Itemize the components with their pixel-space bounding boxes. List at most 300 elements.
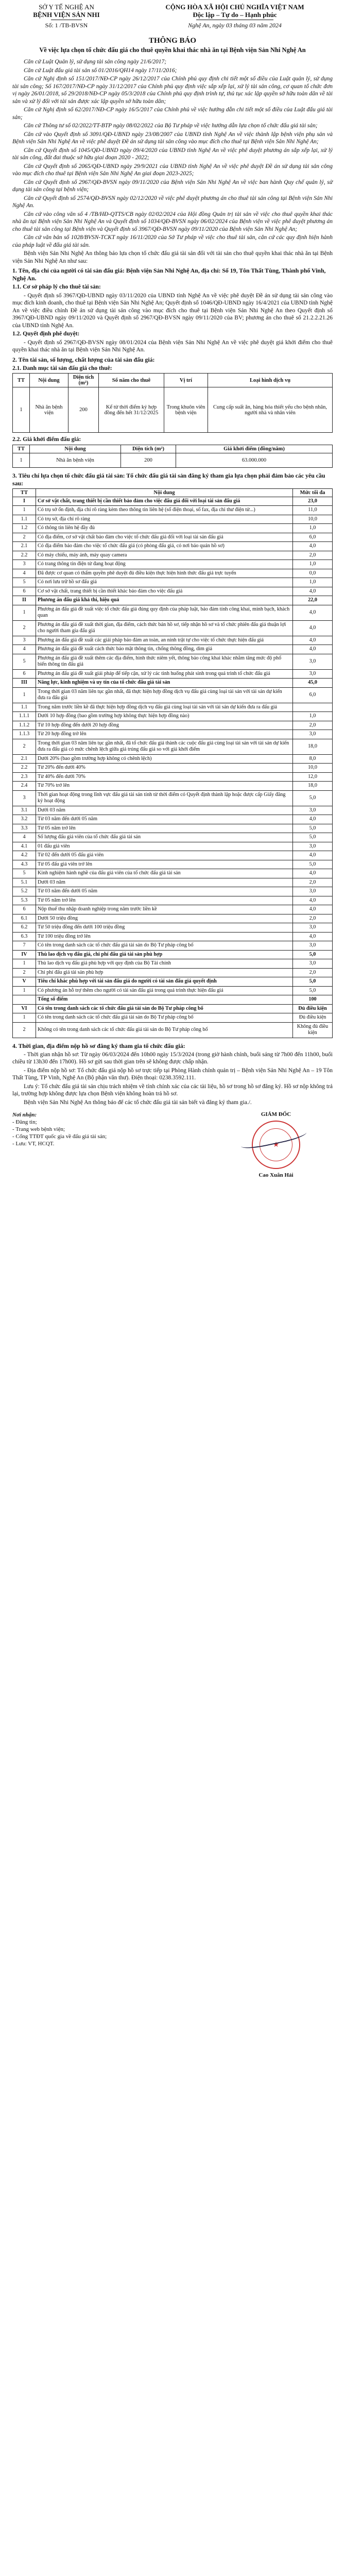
criteria-cell-score: 4,0 bbox=[293, 605, 333, 620]
criteria-cell-text: Đã được cơ quan có thẩm quyền phê duyệt đủ điều kiện thực hiện hình thức đấu giá trực tuyến bbox=[36, 569, 293, 578]
criteria-cell-tt: 6.1 bbox=[13, 914, 36, 923]
criteria-row bbox=[13, 1004, 333, 1013]
national-motto-block bbox=[137, 3, 333, 29]
criteria-row bbox=[13, 833, 333, 842]
criteria-table-body bbox=[13, 497, 333, 1038]
criteria-cell-tt: 1 bbox=[13, 506, 36, 515]
criteria-row bbox=[13, 533, 333, 542]
criteria-cell-tt: 2 bbox=[13, 620, 36, 636]
section-2-heading: 2. Tên tài sản, số lượng, chất lượng của tài sản đấu giá: bbox=[12, 355, 155, 363]
legal-basis: Căn cứ vào công văn số 4 /TB/HĐ-QTTS/CB ngày 02/02/2024 của Hội đồng Quản trị tài sản về việc cho thuê quyền khai thác nhà ăn tại Bệnh viện Sản Nhi Nghệ An và Quyết định số 1034/QĐ-BVSN ngày 06/02/2024 của Bệnh viện về việc phê duyệt phương án cho thuê tài sản công tại Bệnh viện và Quyết định số 3967/QĐ-BVSN ngày 09/11/2020 của Bệnh viện Sản Nhi Nghệ An; bbox=[12, 211, 333, 232]
recipient-item: - Lưu: VT, HCQT. bbox=[12, 1141, 55, 1147]
criteria-cell-score bbox=[293, 703, 333, 712]
table-cell: Kể từ thời điểm ký hợp đồng đến hết 31/12/2025 bbox=[99, 387, 164, 433]
criteria-cell-tt: 6.2 bbox=[13, 923, 36, 933]
criteria-cell-tt: 4.2 bbox=[13, 851, 36, 860]
criteria-row bbox=[13, 524, 333, 533]
legal-basis: Căn cứ Nghị định số 62/2017/NĐ-CP ngày 16/5/2017 của Chính phủ về việc hướng dẫn chi tiết một số điều của Luật đấu giá tài sản; bbox=[12, 107, 333, 121]
criteria-cell-text: Kinh nghiệm hành nghề của đấu giá viên của tổ chức đấu giá tài sản bbox=[36, 869, 293, 878]
criteria-cell-text: Nộp thuế thu nhập doanh nghiệp trong năm trước liền kề bbox=[36, 905, 293, 914]
criteria-cell-tt: 2.1 bbox=[13, 754, 36, 764]
section-1-2-heading: 1.2. Quyết định phê duyệt: bbox=[12, 331, 80, 337]
criteria-cell-tt: 4 bbox=[13, 833, 36, 842]
criteria-cell-tt: 4.1 bbox=[13, 842, 36, 851]
criteria-cell-tt: 1.1 bbox=[13, 515, 36, 524]
criteria-cell-score: 2,0 bbox=[293, 878, 333, 887]
criteria-row bbox=[13, 941, 333, 951]
criteria-cell-text: Trong thời gian 03 năm liên tục gần nhất, đã thực hiện hợp đồng dịch vụ đấu giá cùng loại tài sản với tài sản dự kiến đưa ra đấu giá bbox=[36, 687, 293, 703]
legal-basis: Căn cứ Thông tư số 02/2022/TT-BTP ngày 08/02/2022 của Bộ Tư pháp về việc hướng dẫn lựa chọn tổ chức đấu giá tài sản; bbox=[24, 123, 318, 129]
section-2-1-heading: 2.1. Danh mục tài sản đấu giá cho thuê: bbox=[12, 365, 112, 371]
criteria-cell-score: 3,0 bbox=[293, 806, 333, 815]
criteria-cell-tt: 5.2 bbox=[13, 887, 36, 896]
criteria-cell-score: 4,0 bbox=[293, 636, 333, 645]
criteria-cell-tt: 5 bbox=[13, 578, 36, 587]
criteria-cell-score: 3,0 bbox=[293, 842, 333, 851]
criteria-cell-tt: 1 bbox=[13, 1013, 36, 1023]
criteria-cell-text: Từ 70% trở lên bbox=[36, 782, 293, 791]
criteria-cell-text: Tiêu chí khác phù hợp với tài sản đấu giá do người có tài sản đấu giá quyết định bbox=[36, 977, 293, 987]
criteria-cell-tt: 2.3 bbox=[13, 772, 36, 782]
section-2-2-heading: 2.2. Giá khởi điểm đấu giá: bbox=[12, 436, 81, 443]
legal-basis: Căn cứ Quyết định số 2967/QĐ-BVSN ngày 09/11/2020 của Bệnh viện Sản Nhi Nghệ An về việc ban hành Quy chế quản lý, sử dụng tài sản công tại bệnh viện; bbox=[12, 179, 333, 193]
criteria-cell-tt bbox=[13, 995, 36, 1005]
criteria-cell-text: Phương án đấu giá đề xuất cách thức bảo mật thông tin, chống thông đồng, dìm giá bbox=[36, 645, 293, 654]
table-cell: 200 bbox=[68, 387, 99, 433]
criteria-row bbox=[13, 923, 333, 933]
table-header-cell: Loại hình dịch vụ bbox=[208, 374, 333, 387]
section-1-paragraph: - Quyết định số 2967/QĐ-BVSN ngày 08/01/2024 của Bệnh viện Sản Nhi Nghệ An về việc phê duyệt giá khởi điểm cho thuê quyền khai thác nhà ăn tại Bệnh viện Sản Nhi Nghệ An. bbox=[12, 339, 333, 353]
legal-basis: Căn cứ Quyết định số 2574/QĐ-BVSN ngày 02/12/2020 về việc phê duyệt phương án cho thuê tài sản công tại Bệnh viện Sản Nhi Nghệ An. bbox=[12, 195, 333, 209]
table-header-cell: Nội dung bbox=[30, 445, 121, 453]
criteria-cell-score: 4,0 bbox=[293, 932, 333, 941]
table-header-row bbox=[13, 488, 333, 497]
criteria-cell-text: Có phương án hỗ trợ thêm cho người có tài sản đấu giá trong quá trình thực hiện đấu giá bbox=[36, 986, 293, 995]
document-title: THÔNG BÁO bbox=[148, 37, 197, 45]
criteria-row bbox=[13, 764, 333, 773]
agency-name: BỆNH VIỆN SẢN NHI bbox=[33, 11, 100, 19]
legal-bases bbox=[12, 58, 333, 249]
criteria-cell-text: Cơ sở vật chất, trang thiết bị cần thiết bảo đảm cho việc đấu giá đối với loại tài sản đấu giá bbox=[36, 497, 293, 506]
criteria-cell-tt: 2 bbox=[13, 968, 36, 977]
criteria-cell-tt: 6 bbox=[13, 905, 36, 914]
criteria-row bbox=[13, 1013, 333, 1023]
criteria-cell-score: Đủ điều kiện bbox=[293, 1004, 333, 1013]
criteria-row bbox=[13, 914, 333, 923]
criteria-cell-tt: 1.1.3 bbox=[13, 730, 36, 739]
criteria-cell-score: 22,0 bbox=[293, 596, 333, 605]
criteria-cell-tt: 2 bbox=[13, 739, 36, 754]
criteria-row bbox=[13, 1022, 333, 1038]
intro-paragraph: Bệnh viện Sản Nhi Nghệ An thông báo lựa chọn tổ chức đấu giá tài sản đối với tài sản cho thuê quyền khai thác nhà ăn tại Bệnh viện Sản Nhi Nghệ An như sau: bbox=[12, 250, 333, 264]
criteria-table bbox=[12, 488, 333, 1038]
criteria-cell-tt: 4.3 bbox=[13, 860, 36, 869]
criteria-cell-text: Phương án đấu giá đề xuất việc tổ chức đấu giá đúng quy định của pháp luật, bảo đảm tính công khai, minh bạch, khách quan bbox=[36, 605, 293, 620]
criteria-cell-score: 4,0 bbox=[293, 905, 333, 914]
criteria-row bbox=[13, 596, 333, 605]
criteria-cell-tt: I bbox=[13, 497, 36, 506]
criteria-row bbox=[13, 669, 333, 679]
criteria-cell-text: Có máy chiếu, máy ảnh, máy quay camera bbox=[36, 551, 293, 560]
criteria-row bbox=[13, 587, 333, 596]
criteria-cell-text: Không có tên trong danh sách các tổ chức đấu giá tài sản do Bộ Tư pháp công bố bbox=[36, 1022, 293, 1038]
recipients-block bbox=[12, 1111, 126, 1178]
criteria-cell-score: 100 bbox=[293, 995, 333, 1005]
doc-number: Số: 1 /TB-BVSN bbox=[45, 22, 88, 29]
section-1-1-heading: 1.1. Cơ sở pháp lý cho thuê tài sản: bbox=[12, 284, 101, 290]
criteria-cell-tt: 6.3 bbox=[13, 932, 36, 941]
criteria-cell-score: 23,0 bbox=[293, 497, 333, 506]
criteria-cell-score: 45,0 bbox=[293, 679, 333, 688]
table-cell: 1 bbox=[13, 387, 30, 433]
criteria-cell-text: Tổng số điểm bbox=[36, 995, 293, 1005]
criteria-cell-text: Dưới 03 năm bbox=[36, 806, 293, 815]
criteria-cell-text: Phương án đấu giá khả thi, hiệu quả bbox=[36, 596, 293, 605]
criteria-cell-tt: 3.1 bbox=[13, 806, 36, 815]
criteria-cell-text: Phương án đấu giá đề xuất thời gian, địa điểm, cách thức bán hồ sơ, tiếp nhận hồ sơ và tổ chức phiên đấu giá thuận lợi cho người tham gia đấu giá bbox=[36, 620, 293, 636]
table-cell: Nhà ăn bệnh viện bbox=[30, 387, 68, 433]
table-header-cell: Diện tích (m²) bbox=[121, 445, 176, 453]
criteria-cell-tt: 5.1 bbox=[13, 878, 36, 887]
criteria-row bbox=[13, 869, 333, 878]
criteria-cell-text: Từ 20% đến dưới 40% bbox=[36, 764, 293, 773]
criteria-cell-text: Năng lực, kinh nghiệm và uy tín của tổ chức đấu giá tài sản bbox=[36, 679, 293, 688]
criteria-cell-tt: 2.4 bbox=[13, 782, 36, 791]
criteria-row bbox=[13, 560, 333, 569]
legal-basis: Căn cứ văn bản số 1028/BVSN-TCKT ngày 16/11/2020 của Sở Tư pháp về việc cho thuê tài sản, căn cứ các quy định hiện hành của pháp luật về đấu giá tài sản. bbox=[12, 234, 333, 248]
criteria-cell-tt: 6 bbox=[13, 587, 36, 596]
country-name: CỘNG HÒA XÃ HỘI CHỦ NGHĨA VIỆT NAM bbox=[165, 3, 304, 11]
criteria-cell-tt: 2.1 bbox=[13, 542, 36, 551]
criteria-cell-score: Đủ điều kiện bbox=[293, 1013, 333, 1023]
legal-basis: Căn cứ Quyết định số 1045/QĐ-UBND ngày 09/4/2020 của UBND tỉnh Nghệ An về việc phê duyệt phương án sắp xếp lại, xử lý tài sản công, đất đai thuộc sở hữu giai đoạn 2020 - 2022; bbox=[12, 147, 333, 161]
criteria-cell-score: 1,0 bbox=[293, 712, 333, 721]
criteria-cell-score: Không đủ điều kiện bbox=[293, 1022, 333, 1038]
criteria-cell-score: 5,0 bbox=[293, 790, 333, 806]
criteria-cell-tt: 7 bbox=[13, 941, 36, 951]
asset-table bbox=[12, 373, 333, 433]
criteria-row bbox=[13, 772, 333, 782]
table-header-cell: Vị trí bbox=[164, 374, 208, 387]
criteria-cell-score: 4,0 bbox=[293, 896, 333, 905]
criteria-row bbox=[13, 782, 333, 791]
criteria-cell-tt: II bbox=[13, 596, 36, 605]
criteria-cell-text: Phương án đấu giá đề xuất giải pháp để tiếp cận, xử lý các tình huống phát sinh trong quá trình tổ chức đấu giá bbox=[36, 669, 293, 679]
criteria-cell-text: Từ 02 đến dưới 05 đấu giá viên bbox=[36, 851, 293, 860]
criteria-cell-score: 4,0 bbox=[293, 645, 333, 654]
criteria-row bbox=[13, 754, 333, 764]
criteria-cell-text: Trong năm trước liền kề đã thực hiện hợp đồng dịch vụ đấu giá cùng loại tài sản với tài sản dự kiến đưa ra đấu giá bbox=[36, 703, 293, 712]
table-header-cell: Nội dung bbox=[30, 374, 68, 387]
criteria-cell-score: 10,0 bbox=[293, 764, 333, 773]
criteria-cell-text: Từ 100 triệu đồng trở lên bbox=[36, 932, 293, 941]
table-header-cell: Nội dung bbox=[36, 488, 293, 497]
table-header-cell: Số năm cho thuê bbox=[99, 374, 164, 387]
section-4-paragraph: Bệnh viện Sản Nhi Nghệ An thông báo để các tổ chức đấu giá tài sản biết và đăng ký tham gia./. bbox=[24, 1099, 252, 1106]
table-cell: 200 bbox=[121, 453, 176, 467]
criteria-cell-text: Từ 50 triệu đồng đến dưới 100 triệu đồng bbox=[36, 923, 293, 933]
criteria-cell-text: Có địa điểm bảo đảm cho việc tổ chức đấu giá (có phòng đấu giá, có nơi bảo quản hồ sơ) bbox=[36, 542, 293, 551]
table-header-cell: Diện tích (m²) bbox=[68, 374, 99, 387]
criteria-row bbox=[13, 959, 333, 969]
criteria-cell-tt: 1 bbox=[13, 687, 36, 703]
criteria-cell-tt: 5.3 bbox=[13, 896, 36, 905]
criteria-row bbox=[13, 815, 333, 824]
criteria-row bbox=[13, 950, 333, 959]
criteria-row bbox=[13, 878, 333, 887]
legal-basis: Căn cứ vào Quyết định số 3091/QĐ-UBND ngày 23/08/2007 của UBND tỉnh Nghệ An về việc thành lập bệnh viện phụ sản và Bệnh viện Sản Nhi Nghệ An về việc phê duyệt Đề án sử dụng tài sản công vào mục đích cho thuê tại Bệnh viện Sản Nhi Nghệ An; bbox=[12, 131, 333, 145]
criteria-cell-tt: 6 bbox=[13, 669, 36, 679]
recipient-item: - Đăng tin; bbox=[12, 1119, 37, 1125]
criteria-cell-text: Có nơi lưu trữ hồ sơ đấu giá bbox=[36, 578, 293, 587]
criteria-cell-tt: 2 bbox=[13, 1022, 36, 1038]
signature-block bbox=[12, 1111, 333, 1178]
criteria-cell-text: Có tên trong danh sách các tổ chức đấu giá tài sản do Bộ Tư pháp công bố bbox=[36, 1013, 293, 1023]
criteria-row bbox=[13, 515, 333, 524]
criteria-cell-text: Từ 03 năm đến dưới 05 năm bbox=[36, 815, 293, 824]
criteria-row bbox=[13, 636, 333, 645]
criteria-row bbox=[13, 896, 333, 905]
table-header-cell: TT bbox=[13, 374, 30, 387]
criteria-cell-text: Thời gian hoạt động trong lĩnh vực đấu giá tài sản tính từ thời điểm có Quyết định thành lập hoặc được cấp Giấy đăng ký hoạt động bbox=[36, 790, 293, 806]
criteria-cell-score: 4,0 bbox=[293, 815, 333, 824]
criteria-cell-score: 1,0 bbox=[293, 524, 333, 533]
signer-title: GIÁM ĐỐC bbox=[261, 1111, 291, 1117]
legal-basis: Căn cứ Quyết định số 2065/QĐ-UBND ngày 29/9/2021 của UBND tỉnh Nghệ An về việc phê duyệt Đề án sử dụng tài sản công vào mục đích cho thuê tại Bệnh viện Sản Nhi Nghệ An giai đoạn 2023-2025; bbox=[12, 163, 333, 177]
criteria-cell-score: 5,0 bbox=[293, 833, 333, 842]
criteria-cell-score: 3,0 bbox=[293, 669, 333, 679]
document-header bbox=[12, 3, 333, 29]
criteria-cell-text: 01 đấu giá viên bbox=[36, 842, 293, 851]
criteria-row bbox=[13, 968, 333, 977]
criteria-cell-tt: 4 bbox=[13, 569, 36, 578]
criteria-row bbox=[13, 679, 333, 688]
criteria-cell-score: 12,0 bbox=[293, 772, 333, 782]
criteria-row bbox=[13, 739, 333, 754]
criteria-cell-text: Từ 40% đến dưới 70% bbox=[36, 772, 293, 782]
criteria-cell-score: 3,0 bbox=[293, 887, 333, 896]
criteria-cell-tt: 3 bbox=[13, 790, 36, 806]
criteria-cell-score: 4,0 bbox=[293, 620, 333, 636]
criteria-row bbox=[13, 851, 333, 860]
section-1-paragraph: - Quyết định số 3967/QĐ-UBND ngày 03/11/2020 của UBND tỉnh Nghệ An về việc phê duyệt Đề án sử dụng tài sản công vào mục đích kinh doanh, cho thuê tại Bệnh viện Sản Nhi Nghệ An; Quyết định số 1046/QĐ-UBND ngày 16/4/2021 của UBND tỉnh Nghệ An về việc điều chỉnh Đề án sử dụng tài sản công vào mục đích cho thuê tại Bệnh viện Sản Nhi Nghệ An theo Quyết định số 3967/QĐ-UBND ngày 09/11/2020 và Quyết định số 2967/QĐ-BVSN ngày 09/11/2020 của BV; phương án cho thuê số 21.2.2.21.26 của UBND tỉnh Nghệ An. bbox=[12, 292, 333, 329]
criteria-cell-score: 5,0 bbox=[293, 977, 333, 987]
criteria-cell-score: 2,0 bbox=[293, 914, 333, 923]
table-header-cell: TT bbox=[13, 445, 30, 453]
criteria-cell-tt: 2.2 bbox=[13, 551, 36, 560]
criteria-cell-score: 1,0 bbox=[293, 560, 333, 569]
criteria-cell-text: Chi phí đấu giá tài sản phù hợp bbox=[36, 968, 293, 977]
criteria-row bbox=[13, 995, 333, 1005]
table-cell: Cung cấp suất ăn, hàng hóa thiết yếu cho bệnh nhân, người nhà và nhân viên bbox=[208, 387, 333, 433]
criteria-row bbox=[13, 551, 333, 560]
criteria-cell-score: 8,0 bbox=[293, 754, 333, 764]
criteria-cell-score: 5,0 bbox=[293, 824, 333, 833]
criteria-cell-text: Từ 10 hợp đồng đến dưới 20 hợp đồng bbox=[36, 721, 293, 730]
criteria-row bbox=[13, 654, 333, 669]
criteria-cell-score: 5,0 bbox=[293, 950, 333, 959]
table-cell: Nhà ăn bệnh viện bbox=[30, 453, 121, 467]
signer-block bbox=[219, 1111, 333, 1178]
criteria-cell-tt: V bbox=[13, 977, 36, 987]
place-date: Nghệ An, ngày 03 tháng 03 năm 2024 bbox=[188, 22, 282, 29]
table-row bbox=[13, 387, 333, 433]
criteria-cell-score: 2,0 bbox=[293, 968, 333, 977]
recipient-item: - Cổng TTĐT quốc gia về đấu giá tài sản; bbox=[12, 1133, 107, 1140]
criteria-cell-tt: IV bbox=[13, 950, 36, 959]
criteria-row bbox=[13, 721, 333, 730]
criteria-cell-text: Có tên trong danh sách các tổ chức đấu giá tài sản do Bộ Tư pháp công bố bbox=[36, 1004, 293, 1013]
criteria-row bbox=[13, 712, 333, 721]
section-4-paragraph: - Địa điểm nộp hồ sơ: Tổ chức đấu giá nộp hồ sơ trực tiếp tại Phòng Hành chính quản trị – Bệnh viện Sản Nhi Nghệ An – 19 Tôn Thất Tùng, TP Vinh, Nghệ An (Bộ phận văn thư). Điện thoại: 0238.3592.111. bbox=[12, 1067, 333, 1081]
criteria-row bbox=[13, 730, 333, 739]
criteria-row bbox=[13, 506, 333, 515]
criteria-cell-tt: 5 bbox=[13, 654, 36, 669]
criteria-cell-text: Có thông tin liên hệ đầy đủ bbox=[36, 524, 293, 533]
motto: Độc lập – Tự do – Hạnh phúc bbox=[193, 11, 277, 19]
criteria-row bbox=[13, 620, 333, 636]
criteria-row bbox=[13, 645, 333, 654]
criteria-cell-score: 5,0 bbox=[293, 860, 333, 869]
section-4-paragraph: Lưu ý: Tổ chức đấu giá tài sản chịu trách nhiệm về tính chính xác của các tài liệu, hồ sơ trong hồ sơ đăng ký. Hồ sơ nộp không trả lại, trường hợp không được lựa chọn Bệnh viện không hoàn trả hồ sơ. bbox=[12, 1083, 333, 1097]
criteria-cell-tt: 1 bbox=[13, 959, 36, 969]
criteria-cell-text: Dưới 20% (bao gồm trường hợp không có chênh lệch) bbox=[36, 754, 293, 764]
criteria-cell-text: Từ 05 năm trở lên bbox=[36, 896, 293, 905]
criteria-cell-tt: 2.2 bbox=[13, 764, 36, 773]
criteria-cell-tt: III bbox=[13, 679, 36, 688]
criteria-cell-text: Từ 03 năm đến dưới 05 năm bbox=[36, 887, 293, 896]
criteria-row bbox=[13, 578, 333, 587]
criteria-cell-score: 5,0 bbox=[293, 986, 333, 995]
criteria-cell-score: 4,0 bbox=[293, 851, 333, 860]
criteria-row bbox=[13, 986, 333, 995]
legal-basis: Căn cứ Luật Quản lý, sử dụng tài sản công ngày 21/6/2017; bbox=[24, 59, 167, 65]
criteria-cell-text: Dưới 10 hợp đồng (bao gồm trường hợp không thực hiện hợp đồng nào) bbox=[36, 712, 293, 721]
criteria-cell-text: Có tên trong danh sách các tổ chức đấu giá tài sản do Bộ Tư pháp công bố bbox=[36, 941, 293, 951]
criteria-row bbox=[13, 497, 333, 506]
criteria-cell-tt: 2 bbox=[13, 533, 36, 542]
agency-block bbox=[12, 3, 120, 29]
starting-price-table bbox=[12, 445, 333, 468]
agency-parent: SỞ Y TẾ NGHỆ AN bbox=[39, 3, 94, 11]
star-icon: ★ bbox=[272, 1141, 280, 1149]
criteria-cell-score: 1,0 bbox=[293, 578, 333, 587]
criteria-cell-tt: 1.2 bbox=[13, 524, 36, 533]
criteria-row bbox=[13, 887, 333, 896]
criteria-row bbox=[13, 569, 333, 578]
criteria-cell-score: 3,0 bbox=[293, 941, 333, 951]
criteria-cell-score: 4,0 bbox=[293, 587, 333, 596]
criteria-row bbox=[13, 842, 333, 851]
criteria-cell-text: Thù lao dịch vụ đấu giá phù hợp với quy định của Bộ Tài chính bbox=[36, 959, 293, 969]
criteria-cell-text: Có trụ sở ổn định, địa chỉ rõ ràng kèm theo thông tin liên hệ (số điện thoại, số fax, địa chỉ thư điện tử...) bbox=[36, 506, 293, 515]
criteria-cell-text: Phương án đấu giá đề xuất các giải pháp bảo đảm an toàn, an ninh trật tự cho việc tổ chức thực hiện đấu giá bbox=[36, 636, 293, 645]
criteria-cell-text: Số lượng đấu giá viên của tổ chức đấu giá tài sản bbox=[36, 833, 293, 842]
criteria-cell-text: Trong thời gian 03 năm liên tục gần nhất, đã tổ chức đấu giá thành các cuộc đấu giá cùng loại tài sản với tài sản dự kiến đưa ra đấu giá có mức chênh lệch giữa giá trúng đấu giá so với giá khởi điểm bbox=[36, 739, 293, 754]
criteria-cell-score: 4,0 bbox=[293, 869, 333, 878]
criteria-cell-tt: 5 bbox=[13, 869, 36, 878]
criteria-cell-tt: 1.1 bbox=[13, 703, 36, 712]
criteria-cell-score: 18,0 bbox=[293, 782, 333, 791]
section-4-heading: 4. Thời gian, địa điểm nộp hồ sơ đăng ký tham gia tổ chức đấu giá: bbox=[12, 1042, 185, 1049]
criteria-cell-text: Từ 20 hợp đồng trở lên bbox=[36, 730, 293, 739]
criteria-cell-tt: 1.1.1 bbox=[13, 712, 36, 721]
criteria-cell-score: 0,0 bbox=[293, 569, 333, 578]
criteria-cell-score: 6,0 bbox=[293, 687, 333, 703]
table-header-cell: Giá khởi điểm (đồng/năm) bbox=[176, 445, 333, 453]
table-header-cell: TT bbox=[13, 488, 36, 497]
criteria-cell-score: 11,0 bbox=[293, 506, 333, 515]
criteria-cell-tt: 1 bbox=[13, 605, 36, 620]
criteria-row bbox=[13, 905, 333, 914]
criteria-row bbox=[13, 542, 333, 551]
document-subtitle: Về việc lựa chọn tổ chức đấu giá cho thuê quyền khai thác nhà ăn tại Bệnh viện Sản Nhi Nghệ An bbox=[39, 46, 306, 54]
signer-name: Cao Xuân Hải bbox=[258, 1172, 294, 1178]
criteria-cell-text: Dưới 50 triệu đồng bbox=[36, 914, 293, 923]
criteria-cell-tt: VI bbox=[13, 1004, 36, 1013]
table-header-row bbox=[13, 374, 333, 387]
criteria-cell-score: 2,0 bbox=[293, 551, 333, 560]
criteria-cell-score: 3,0 bbox=[293, 959, 333, 969]
criteria-cell-text: Có trụ sở, địa chỉ rõ ràng bbox=[36, 515, 293, 524]
criteria-cell-score: 4,0 bbox=[293, 542, 333, 551]
table-cell: 63.000.000 bbox=[176, 453, 333, 467]
criteria-cell-score: 2,0 bbox=[293, 721, 333, 730]
criteria-cell-text: Có trang thông tin điện tử đang hoạt động bbox=[36, 560, 293, 569]
criteria-cell-score: 3,0 bbox=[293, 730, 333, 739]
criteria-cell-score: 3,0 bbox=[293, 654, 333, 669]
criteria-cell-score: 6,0 bbox=[293, 533, 333, 542]
criteria-cell-score: 18,0 bbox=[293, 739, 333, 754]
section-3-heading: 3. Tiêu chí lựa chọn tổ chức đấu giá tài sản: Tổ chức đấu giá tài sản đăng ký tham gia lựa chọn phải đảm bảo các yêu cầu sau: bbox=[12, 471, 325, 487]
legal-basis: Căn cứ Nghị định số 151/2017/NĐ-CP ngày 26/12/2017 của Chính phủ quy định chi tiết một số điều của Luật quản lý, sử dụng tài sản công; Số 167/2017/NĐ-CP ngày 31/12/2017 của Chính phủ quy định việc sắp xếp lại, xử lý tài sản công, cơ quan tổ chức đơn vị ngày 26/01/2018, số 29/2018/NĐ-CP ngày 05/3/2018 của Chính phủ quy định trình tự, thủ tục xác lập quyền sở hữu toàn dân về tài sản và xử lý đối với tài sản được xác lập quyền sở hữu toàn dân; bbox=[12, 76, 333, 105]
criteria-row bbox=[13, 932, 333, 941]
section-1-heading: 1. Tên, địa chỉ của người có tài sản đấu giá: Bệnh viện Sản Nhi Nghệ An, địa chỉ: Số 19, Tôn Thất Tùng, Thành phố Vinh, Nghệ An. bbox=[12, 267, 326, 282]
criteria-cell-tt: 3.2 bbox=[13, 815, 36, 824]
criteria-cell-score: 10,0 bbox=[293, 515, 333, 524]
criteria-cell-tt: 3.3 bbox=[13, 824, 36, 833]
criteria-cell-tt: 3 bbox=[13, 636, 36, 645]
criteria-row bbox=[13, 977, 333, 987]
recipient-item: - Trang web bệnh viện; bbox=[12, 1126, 65, 1132]
criteria-cell-text: Cơ sở vật chất, trang thiết bị cần thiết khác bảo đảm cho việc đấu giá bbox=[36, 587, 293, 596]
table-header-row bbox=[13, 445, 333, 453]
criteria-cell-tt: 1 bbox=[13, 986, 36, 995]
table-header-cell: Mức tối đa bbox=[293, 488, 333, 497]
criteria-cell-tt: 1.1.2 bbox=[13, 721, 36, 730]
criteria-row bbox=[13, 806, 333, 815]
legal-basis: Căn cứ Luật đấu giá tài sản số 01/2016/QH14 ngày 17/11/2016; bbox=[24, 67, 177, 74]
criteria-cell-text: Phương án đấu giá đề xuất thêm các địa điểm, hình thức niêm yết, thông báo công khai khác nhằm tăng mức độ phổ biến thông tin đấu giá bbox=[36, 654, 293, 669]
table-row bbox=[13, 453, 333, 467]
criteria-row bbox=[13, 860, 333, 869]
criteria-row bbox=[13, 703, 333, 712]
criteria-row bbox=[13, 824, 333, 833]
criteria-cell-text: Dưới 03 năm bbox=[36, 878, 293, 887]
criteria-cell-text: Thù lao dịch vụ đấu giá, chi phí đấu giá tài sản phù hợp bbox=[36, 950, 293, 959]
criteria-cell-text: Từ 05 đấu giá viên trở lên bbox=[36, 860, 293, 869]
table-cell: Trong khuôn viên bệnh viện bbox=[164, 387, 208, 433]
criteria-row bbox=[13, 687, 333, 703]
criteria-row bbox=[13, 605, 333, 620]
criteria-cell-text: Có địa điểm, cơ sở vật chất bảo đảm cho việc tổ chức đấu giá đối với loại tài sản đấu giá bbox=[36, 533, 293, 542]
table-cell: 1 bbox=[13, 453, 30, 467]
recipients-label: Nơi nhận: bbox=[12, 1112, 37, 1118]
criteria-cell-tt: 4 bbox=[13, 645, 36, 654]
criteria-cell-tt: 3 bbox=[13, 560, 36, 569]
section-4-paragraph: - Thời gian nhận hồ sơ: Từ ngày 06/03/2024 đến 10h00 ngày 15/3/2024 (trong giờ hành chính, buổi sáng từ 7h00 đến 11h00, buổi chiều từ 13h30 đến 17h00). Hồ sơ gửi sau thời gian trên sẽ không được chấp nhận. bbox=[12, 1051, 333, 1065]
criteria-cell-score: 3,0 bbox=[293, 923, 333, 933]
